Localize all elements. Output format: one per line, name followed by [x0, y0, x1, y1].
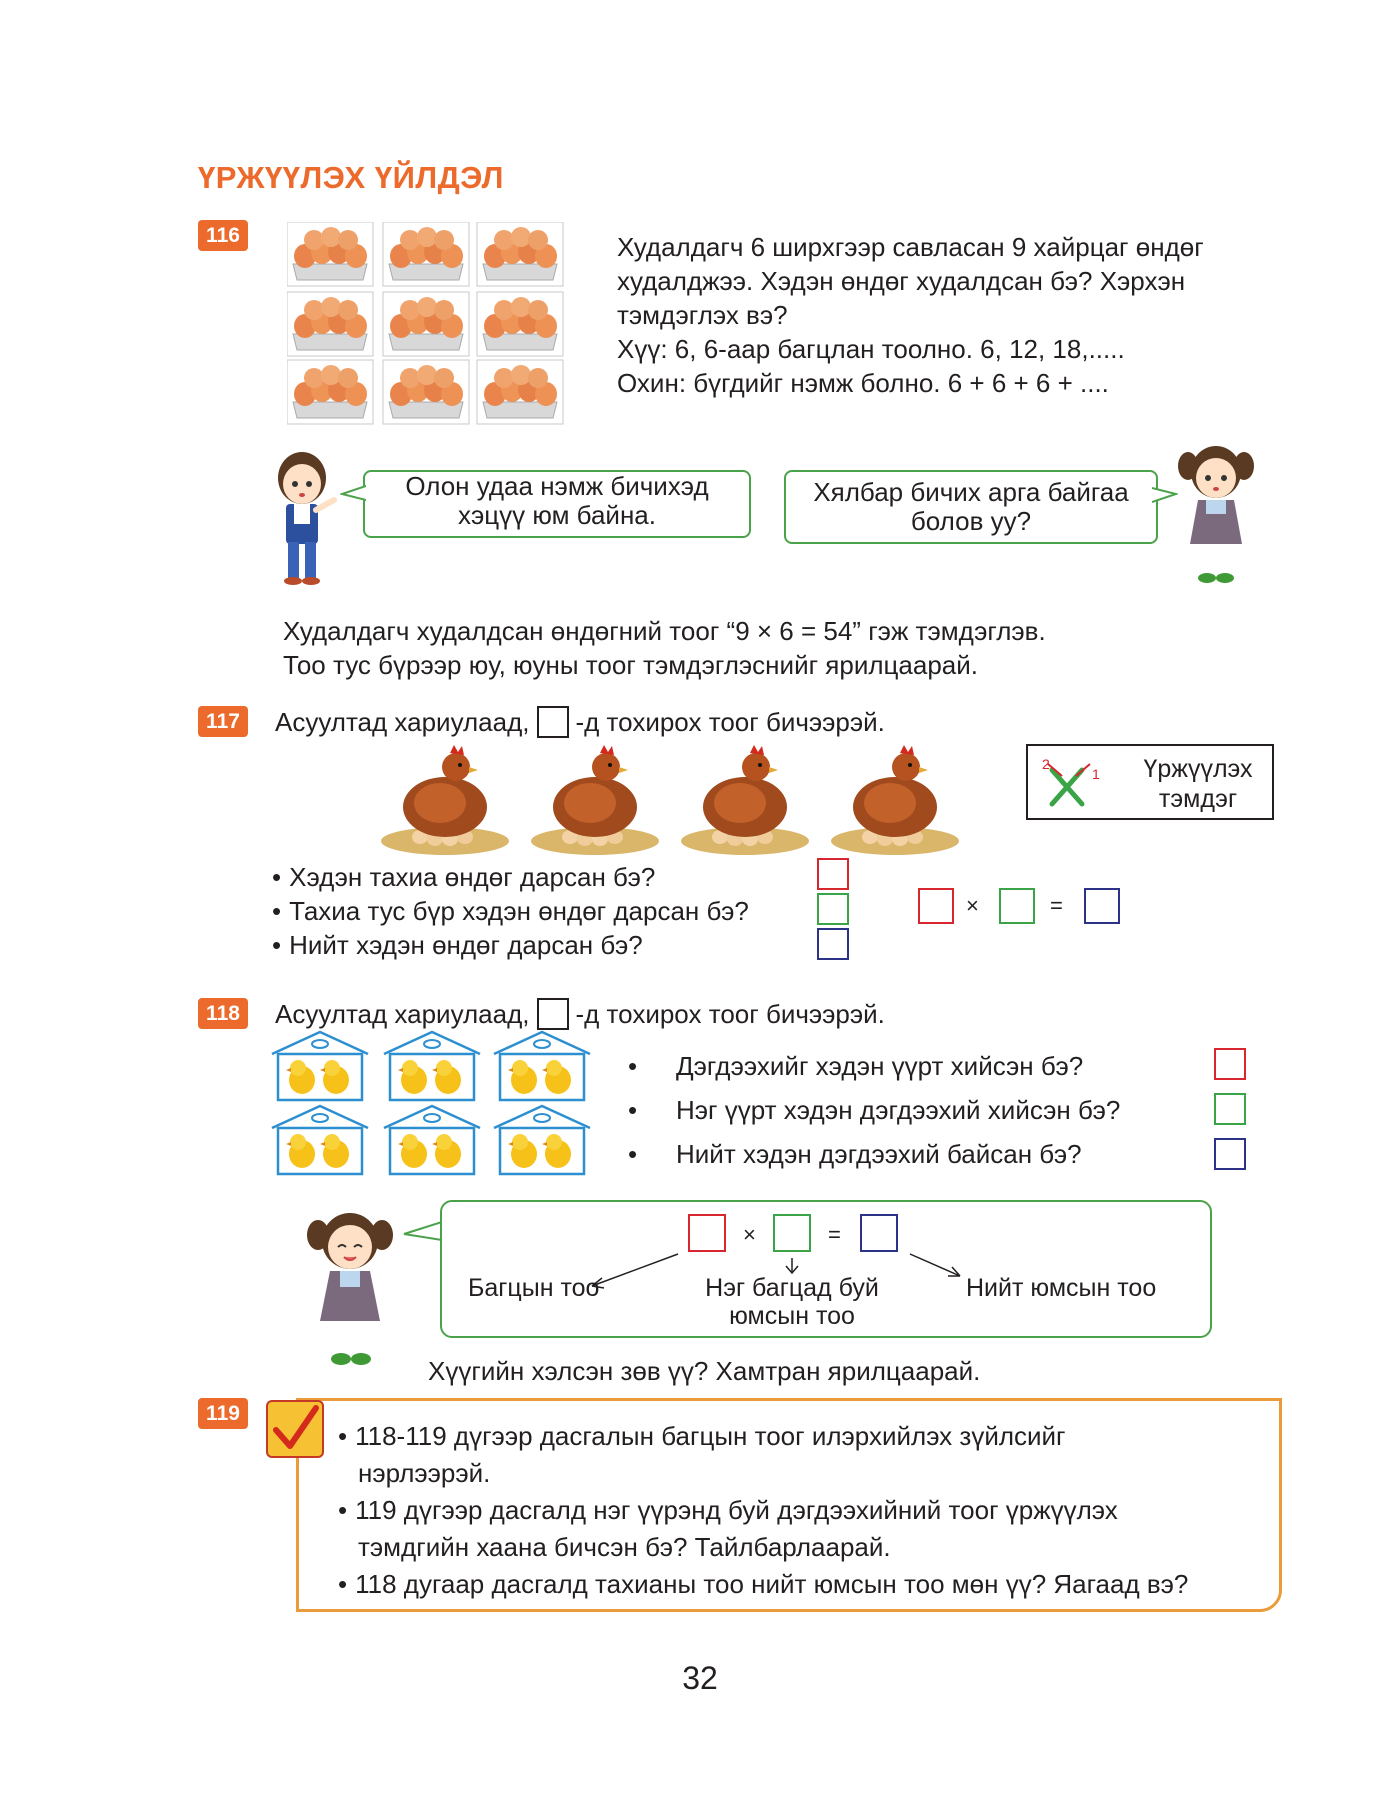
ex118-discussion: Хүүгийн хэлсэн зөв үү? Хамтран ярилцаарай. [428, 1356, 981, 1386]
ex118-answer-box-coops[interactable] [1214, 1048, 1246, 1080]
hens-on-nests [380, 745, 970, 860]
checkmark-icon [266, 1400, 324, 1458]
exercise-118-badge: 118 [198, 998, 248, 1029]
ex117-instruction: Асуултад хариулаад, -д тохирох тоог бичээрэй. [275, 707, 885, 737]
ex118-question-3: • Нийт хэдэн дэгдээхий байсан бэ? [628, 1139, 1082, 1169]
equals-sign: = [1050, 893, 1063, 918]
girl-illustration-2 [304, 1205, 396, 1373]
ex117-answer-box-hens[interactable] [817, 858, 849, 890]
boy-illustration [272, 448, 342, 588]
equals-sign: = [828, 1222, 841, 1247]
page-title: ҮРЖҮҮЛЭХ ҮЙЛДЭЛ [198, 160, 504, 195]
ex117-questions [272, 860, 749, 962]
speech-bubble-boy: Олон удаа нэмж бичихэд хэцүү юм байна. [363, 470, 751, 538]
chicks-in-coops [270, 1030, 596, 1178]
ex118-question-1: • Дэгдээхийг хэдэн үүрт хийсэн бэ? [628, 1051, 1084, 1081]
times-sign: × [966, 893, 979, 918]
ex117-answer-box-eggs-each[interactable] [817, 893, 849, 925]
exercise-119-badge: 119 [198, 1398, 248, 1429]
ex119-item-1: • 118-119 дүгээр дасгалын багцын тоог илэрхийлэх зүйлсийг нэрлээрэй. [338, 1418, 1188, 1492]
ex116-line-2: худалджээ. Хэдэн өндөг худалдсан бэ? Хэрхэн [617, 266, 1186, 296]
ex118-instruction: Асуултад хариулаад, -д тохирох тоог бичээрэй. [275, 999, 885, 1029]
ex116-line-5: Охин: бүгдийг нэмж болно. 6 + 6 + 6 + .... [617, 368, 1109, 398]
ex117-equation-box-green[interactable] [999, 888, 1035, 924]
page-number: 32 [682, 1660, 718, 1696]
multiplication-sign-legend: 2 1 Үржүүлэх тэмдэг [1026, 744, 1274, 820]
label-total-count: Нийт юмсын тоо [966, 1274, 1157, 1302]
ex119-item-3: • 118 дугаар дасгалд тахианы тоо нийт юмсын тоо мөн үү? Яагаад вэ? [338, 1566, 1188, 1603]
speech-bubble-118-tail [402, 1216, 442, 1251]
equation-explanation-bubble [440, 1200, 1212, 1338]
ex116-line-3: тэмдэглэх вэ? [617, 300, 788, 330]
legend-text: Үржүүлэх тэмдэг [1143, 755, 1253, 813]
ex118-answer-box-total[interactable] [1214, 1138, 1246, 1170]
exercise-116-badge: 116 [198, 220, 248, 251]
ex116-line-4: Хүү: 6, 6-аар багцлан тоолно. 6, 12, 18,..... [617, 334, 1125, 364]
ex116-conclusion: Худалдагч худалдсан өндөгний тоог “9 × 6 = 54” гэж тэмдэглэв. Тоо тус бүрээр юу, юуны тоог тэмдэглэснийг ярилцаарай. [283, 616, 1046, 680]
girl-illustration [1176, 440, 1256, 590]
ex118-question-2: • Нэг үүрт хэдэн дэгдээхий хийсэн бэ? [628, 1095, 1121, 1125]
ex117-question-1: • Хэдэн тахиа өндөг дарсан бэ? [272, 860, 749, 894]
ex117-answer-box-total[interactable] [817, 928, 849, 960]
ex116-line-1: Худалдагч 6 ширхгээр савласан 9 хайрцаг өндөг [617, 232, 1204, 262]
exercise-117-badge: 117 [198, 706, 248, 737]
label-group-count: Багцын тоо [468, 1274, 600, 1302]
speech-bubble-girl: Хялбар бичих арга байгаа болов уу? [784, 470, 1158, 544]
label-per-group: Нэг багцад буй юмсын тоо [705, 1274, 879, 1330]
ex119-items [338, 1418, 1188, 1603]
answer-box-icon [537, 998, 569, 1030]
ex117-equation-box-red[interactable] [918, 888, 954, 924]
ex118-questions [628, 1044, 1120, 1176]
answer-box-icon [537, 706, 569, 738]
ex117-question-2: • Тахиа тус бүр хэдэн өндөг дарсан бэ? [272, 894, 749, 928]
egg-cartons-grid [287, 222, 567, 426]
ex117-equation-box-blue[interactable] [1084, 888, 1120, 924]
times-sign: × [743, 1222, 756, 1247]
ex117-question-3: • Нийт хэдэн өндөг дарсан бэ? [272, 928, 749, 962]
ex116-problem-text [617, 230, 1204, 400]
speech-bubble-girl-tail [1152, 486, 1178, 511]
ex118-answer-box-chicks-each[interactable] [1214, 1093, 1246, 1125]
ex119-item-2: • 119 дүгээр дасгалд нэг үүрэнд буй дэгдээхийний тоог үржүүлэх тэмдгийн хаана бичсэн бэ? Тайлбарлаарай. [338, 1492, 1188, 1566]
speech-bubble-boy-tail [340, 484, 366, 509]
